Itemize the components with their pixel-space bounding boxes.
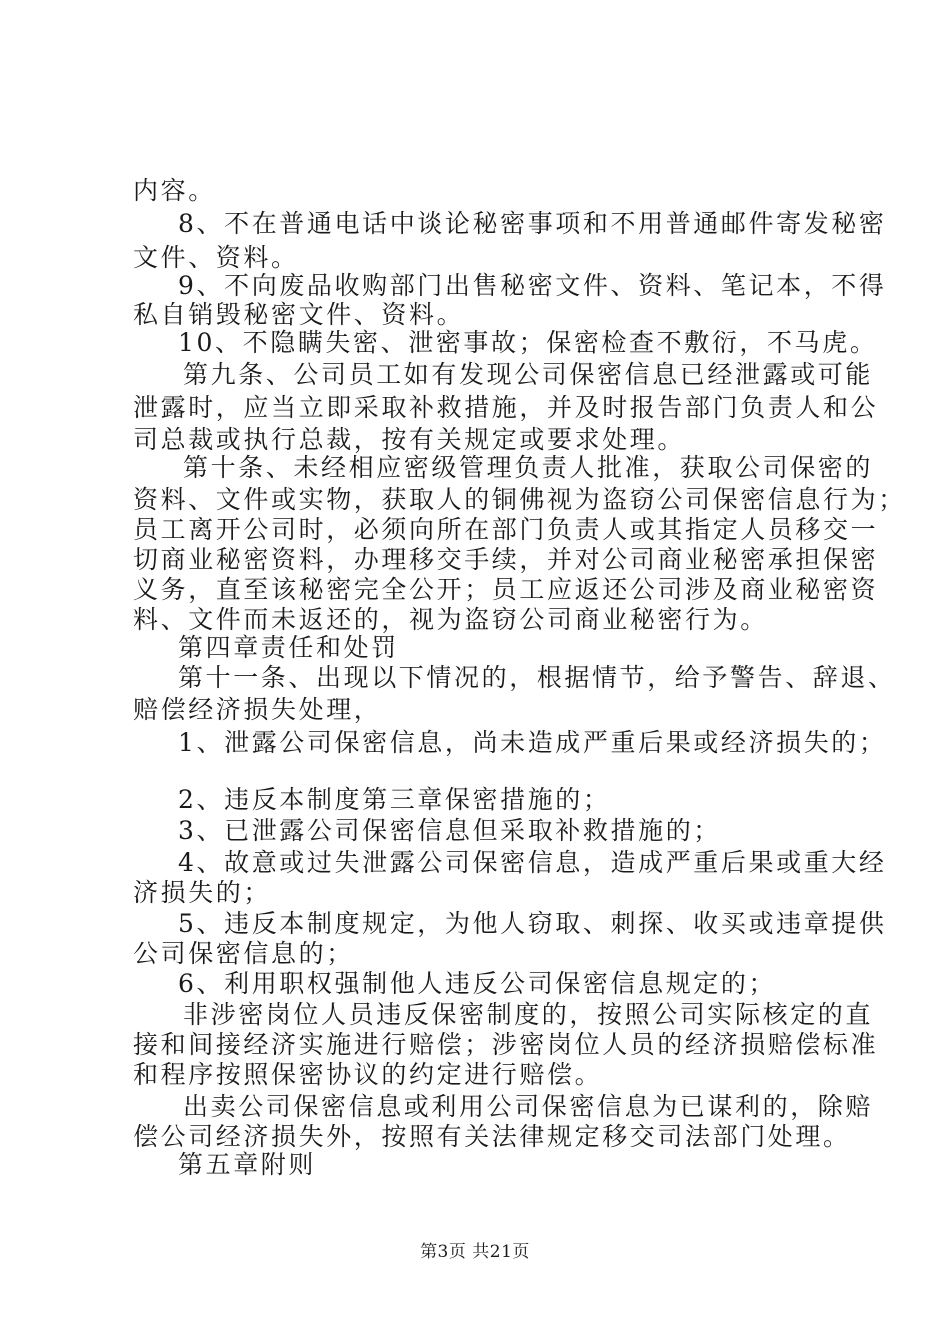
text-line: 和程序按照保密协议的约定进行赔偿。 <box>133 1060 603 1089</box>
text-line: 义务，直至该秘密完全公开；员工应返还公司涉及商业秘密资 <box>133 575 879 604</box>
text-line: 第九条、公司员工如有发现公司保密信息已经泄露或可能 <box>183 360 874 389</box>
text-line: 2、违反本制度第三章保密措施的； <box>178 785 611 814</box>
text-line: 9、不向废品收购部门出售秘密文件、资料、笔记本，不得 <box>178 271 887 300</box>
text-line: 文件、资料。 <box>133 243 299 272</box>
text-line: 内容。 <box>133 176 216 205</box>
text-line: 料、文件而未返还的，视为盗窃公司商业秘密行为。 <box>133 605 768 634</box>
text-line: 泄露时，应当立即采取补救措施，并及时报告部门负责人和公 <box>133 393 879 422</box>
text-line: 济损失的； <box>133 878 272 907</box>
text-line: 出卖公司保密信息或利用公司保密信息为已谋利的，除赔 <box>183 1092 874 1121</box>
text-line: 第十一条、出现以下情况的，根据情节，给予警告、辞退、 <box>178 663 896 692</box>
text-line: 公司保密信息的； <box>133 939 354 968</box>
text-line: 切商业秘密资料，办理移交手续，并对公司商业秘密承担保密 <box>133 545 879 574</box>
text-line: 员工离开公司时，必须向所在部门负责人或其指定人员移交一 <box>133 515 879 544</box>
text-line: 6、利用职权强制他人违反公司保密信息规定的； <box>178 969 777 998</box>
section-heading: 第四章责任和处罚 <box>178 633 399 662</box>
section-heading: 第五章附则 <box>178 1150 317 1179</box>
text-line: 资料、文件或实物，获取人的铜佛视为盗窃公司保密信息行为； <box>133 485 906 514</box>
text-line: 3、已泄露公司保密信息但采取补救措施的； <box>178 816 721 845</box>
text-line: 10、不隐瞒失密、泄密事故；保密检查不敷衍，不马虎。 <box>178 328 878 357</box>
text-line: 司总裁或执行总裁，按有关规定或要求处理。 <box>133 425 686 454</box>
text-line: 私自销毁秘密文件、资料。 <box>133 300 465 329</box>
text-line: 第十条、未经相应密级管理负责人批准，获取公司保密的 <box>183 453 874 482</box>
text-line: 非涉密岗位人员违反保密制度的，按照公司实际核定的直 <box>183 1000 874 1029</box>
text-line: 赔偿经济损失处理， <box>133 695 382 724</box>
text-line: 4、故意或过失泄露公司保密信息，造成严重后果或重大经 <box>178 848 887 877</box>
text-line: 8、不在普通电话中谈论秘密事项和不用普通邮件寄发秘密 <box>178 209 887 238</box>
text-line: 1、泄露公司保密信息，尚未造成严重后果或经济损失的； <box>178 728 887 757</box>
text-line: 5、违反本制度规定，为他人窃取、刺探、收买或违章提供 <box>178 909 887 938</box>
page-number-footer: 第3页 共21页 <box>420 1242 530 1262</box>
text-line: 接和间接经济实施进行赔偿；涉密岗位人员的经济损赔偿标准 <box>133 1030 879 1059</box>
text-line: 偿公司经济损失外，按照有关法律规定移交司法部门处理。 <box>133 1122 851 1151</box>
